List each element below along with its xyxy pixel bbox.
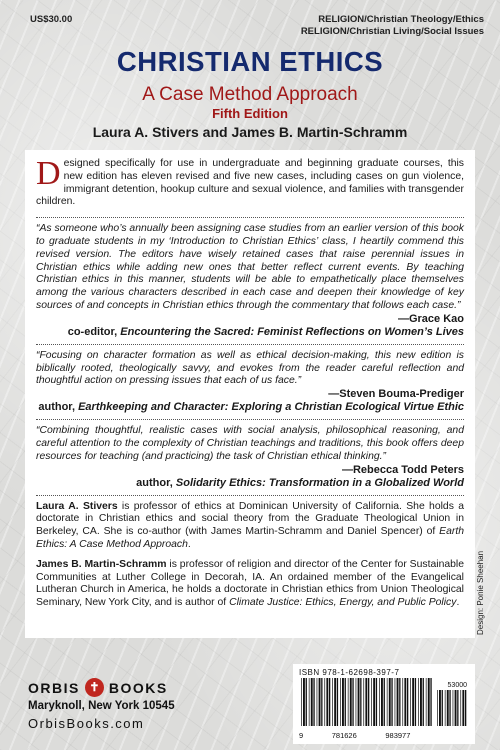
isbn-number: ISBN 978-1-62698-397-7	[299, 668, 400, 677]
barcode-bar	[332, 678, 333, 726]
bio-work-2: Climate Justice: Ethics, Energy, and Public Policy	[229, 597, 457, 609]
bio-end-1: .	[187, 538, 191, 550]
endorser-work-3: Solidarity Ethics: Transformation in a Globalized World	[175, 476, 464, 489]
barcode-bar	[426, 678, 427, 726]
barcode-bar	[395, 678, 396, 726]
barcode-bar	[368, 678, 369, 726]
barcode-bar	[389, 678, 391, 726]
barcode-bar	[418, 678, 419, 726]
endorser-role-3	[36, 477, 464, 490]
price-label: US$30.00	[30, 14, 73, 25]
barcode-bar	[306, 678, 307, 726]
book-title: CHRISTIAN ETHICS	[116, 46, 384, 77]
barcode-bar	[404, 678, 406, 726]
endorser-role-prefix-2: author,	[38, 401, 79, 414]
book-subtitle: A Case Method Approach	[142, 84, 358, 105]
barcode-bar	[391, 678, 392, 726]
divider	[36, 495, 464, 496]
barcode-bar	[379, 678, 380, 726]
barcode-digits	[299, 731, 469, 740]
barcode-bar	[340, 678, 341, 726]
logo-text-right: BOOKS	[108, 679, 168, 696]
barcode-bar	[460, 690, 461, 726]
endorsement-quote-3: “Combining thoughtful, realistic cases with social analysis, philosophical reasoning, and careful attention to the complexity of Christian teachings and traditions, this book offers deep resources for teaching (and practicing) the task of Christian ethical thinking.”	[36, 425, 464, 462]
divider	[36, 344, 464, 345]
barcode-bar	[453, 690, 454, 726]
barcode-bar	[309, 678, 310, 726]
endorser-role-prefix-1: co-editor,	[67, 325, 121, 338]
author-bio-2	[36, 559, 464, 610]
endorser-work-2: Earthkeeping and Character: Exploring a Christian Ecological Virtue Ethic	[78, 401, 464, 414]
endorser-name-2: —Steven Bouma-Prediger	[328, 388, 464, 401]
barcode-bar	[329, 678, 330, 726]
isbn-barcode	[293, 664, 475, 744]
price-barcode-bars	[437, 690, 467, 726]
bio-end-2: .	[456, 597, 460, 609]
design-credit: Design: Ponie Sheehan	[476, 550, 485, 635]
bio-text-1: is professor of ethics at Dominican University of California. She holds a doctorate in Christian ethics and social theory from the Graduate Theological Union in Berkeley, CA. She is co-author (with James Martin-Schramm and Daniel Spencer) of	[36, 500, 465, 538]
barcode-bar	[420, 678, 422, 726]
barcode-bar	[415, 678, 416, 726]
endorser-work-1: Encountering the Sacred: Feminist Reflections on Women’s Lives	[120, 325, 464, 338]
divider	[36, 419, 464, 420]
bio-name-1: Laura A. Stivers	[36, 500, 118, 512]
barcode-bar	[371, 678, 372, 726]
barcode-bar	[324, 678, 325, 726]
barcode-bar	[402, 678, 403, 726]
barcode-bar	[449, 690, 450, 726]
barcode-bar	[410, 678, 411, 726]
author-bio-1	[36, 501, 464, 552]
barcode-digit-group-1: 781626	[331, 731, 357, 740]
price-code: 53000	[447, 682, 467, 689]
barcode-digit-group-2: 983977	[385, 731, 411, 740]
category-labels	[301, 14, 484, 38]
drop-cap: D	[36, 155, 61, 192]
publisher-logo	[28, 678, 168, 697]
bio-text-2: is professor of religion and director of the Center for Sustainable Communities at Luther College in Decorah, IA. An ordained member of the Evangelical Lutheran Church in America, he holds a doctorate in Christian ethics from Union Theological Seminary, New York City, and is author of	[36, 558, 464, 609]
barcode-bar	[445, 690, 446, 726]
barcode-bar	[399, 678, 400, 726]
cross-icon	[85, 678, 104, 697]
barcode-bar	[301, 678, 302, 726]
barcode-bar	[337, 678, 338, 726]
barcode-bar	[457, 690, 458, 726]
barcode-bar	[319, 678, 321, 726]
barcode-bar	[363, 678, 364, 726]
barcode-bar	[358, 678, 360, 726]
bio-work-1: Earth Ethics: A Case Method Approach	[36, 526, 464, 550]
divider	[36, 217, 464, 218]
endorser-role-2	[36, 401, 464, 414]
intro-text: esigned specifically for use in undergraduate and beginning graduate courses, this new edition has eleven revised and five new cases, including cases on gun violence, immigrant detention, hookup culture and sexual violence, and families with transgender children.	[36, 158, 464, 208]
authors-line: Laura A. Stivers and James B. Martin-Schramm	[92, 124, 408, 140]
bio-name-2: James B. Martin-Schramm	[36, 558, 167, 570]
endorser-role-prefix-3: author,	[136, 476, 176, 489]
back-cover-panel	[25, 150, 475, 638]
barcode-bar	[311, 678, 313, 726]
barcode-bar	[317, 678, 318, 726]
barcode-bar	[348, 678, 349, 726]
barcode-bar	[365, 678, 367, 726]
publisher-address: Maryknoll, New York 10545	[28, 700, 175, 712]
barcode-bar	[430, 678, 431, 726]
barcode-bar	[437, 690, 438, 726]
endorsement-quote-2: “Focusing on character formation as well as ethical decision-making, this new edition is biblically rooted, theologically savvy, and evokes from the reader careful reflection and thoughtful action on pressing issues that each of us face.”	[36, 349, 464, 387]
barcode-bar	[442, 690, 443, 726]
barcode-bar	[462, 690, 464, 726]
barcode-bar	[376, 678, 377, 726]
barcode-bar	[303, 678, 305, 726]
barcode-bar	[407, 678, 408, 726]
endorsement-quote-1: “As someone who’s annually been assigning case studies from an earlier version of this book to graduate students in my ‘Introduction to Christian Ethics’ class, I heartily commend this revised version. The editors have wisely retained cases that raise perennial issues in Christian ethics while adding new ones that better reflect current events. By teaching Christian ethics in this manner, students will be able to empathetically place themselves among the various characters described in each case and deepen their knowledge of key sources of and concepts in Christian ethics through the commentary that follows each case.”	[36, 223, 464, 311]
barcode-bar	[321, 678, 322, 726]
barcode-bar	[428, 678, 430, 726]
publisher-website: OrbisBooks.com	[28, 716, 145, 731]
barcode-bar	[387, 678, 388, 726]
category-line-2: RELIGION/Christian Living/Social Issues	[300, 26, 484, 37]
barcode-bar	[447, 690, 449, 726]
barcode-bar	[350, 678, 352, 726]
barcode-bar	[356, 678, 357, 726]
barcode-bar	[381, 678, 383, 726]
barcode-bar	[423, 678, 424, 726]
endorser-role-1	[36, 326, 464, 339]
category-line-1: RELIGION/Christian Theology/Ethics	[318, 14, 484, 25]
barcode-bar	[326, 678, 328, 726]
ean-barcode-bars	[301, 678, 433, 726]
endorser-name-1: —Grace Kao	[397, 312, 464, 325]
logo-text-left: ORBIS	[28, 679, 80, 696]
barcode-bar	[345, 678, 346, 726]
barcode-digit-prefix: 9	[299, 731, 304, 740]
barcode-bar	[397, 678, 399, 726]
barcode-bar	[412, 678, 414, 726]
barcode-bar	[313, 678, 314, 726]
endorser-name-3: —Rebecca Todd Peters	[341, 463, 464, 476]
barcode-bar	[384, 678, 385, 726]
barcode-bar	[439, 690, 441, 726]
barcode-bar	[342, 678, 344, 726]
barcode-bar	[360, 678, 361, 726]
edition-label: Fifth Edition	[212, 106, 288, 121]
barcode-bar	[334, 678, 336, 726]
barcode-bar	[373, 678, 375, 726]
barcode-bar	[455, 690, 457, 726]
barcode-bar	[465, 690, 466, 726]
barcode-bar	[352, 678, 353, 726]
intro-paragraph	[36, 155, 464, 209]
